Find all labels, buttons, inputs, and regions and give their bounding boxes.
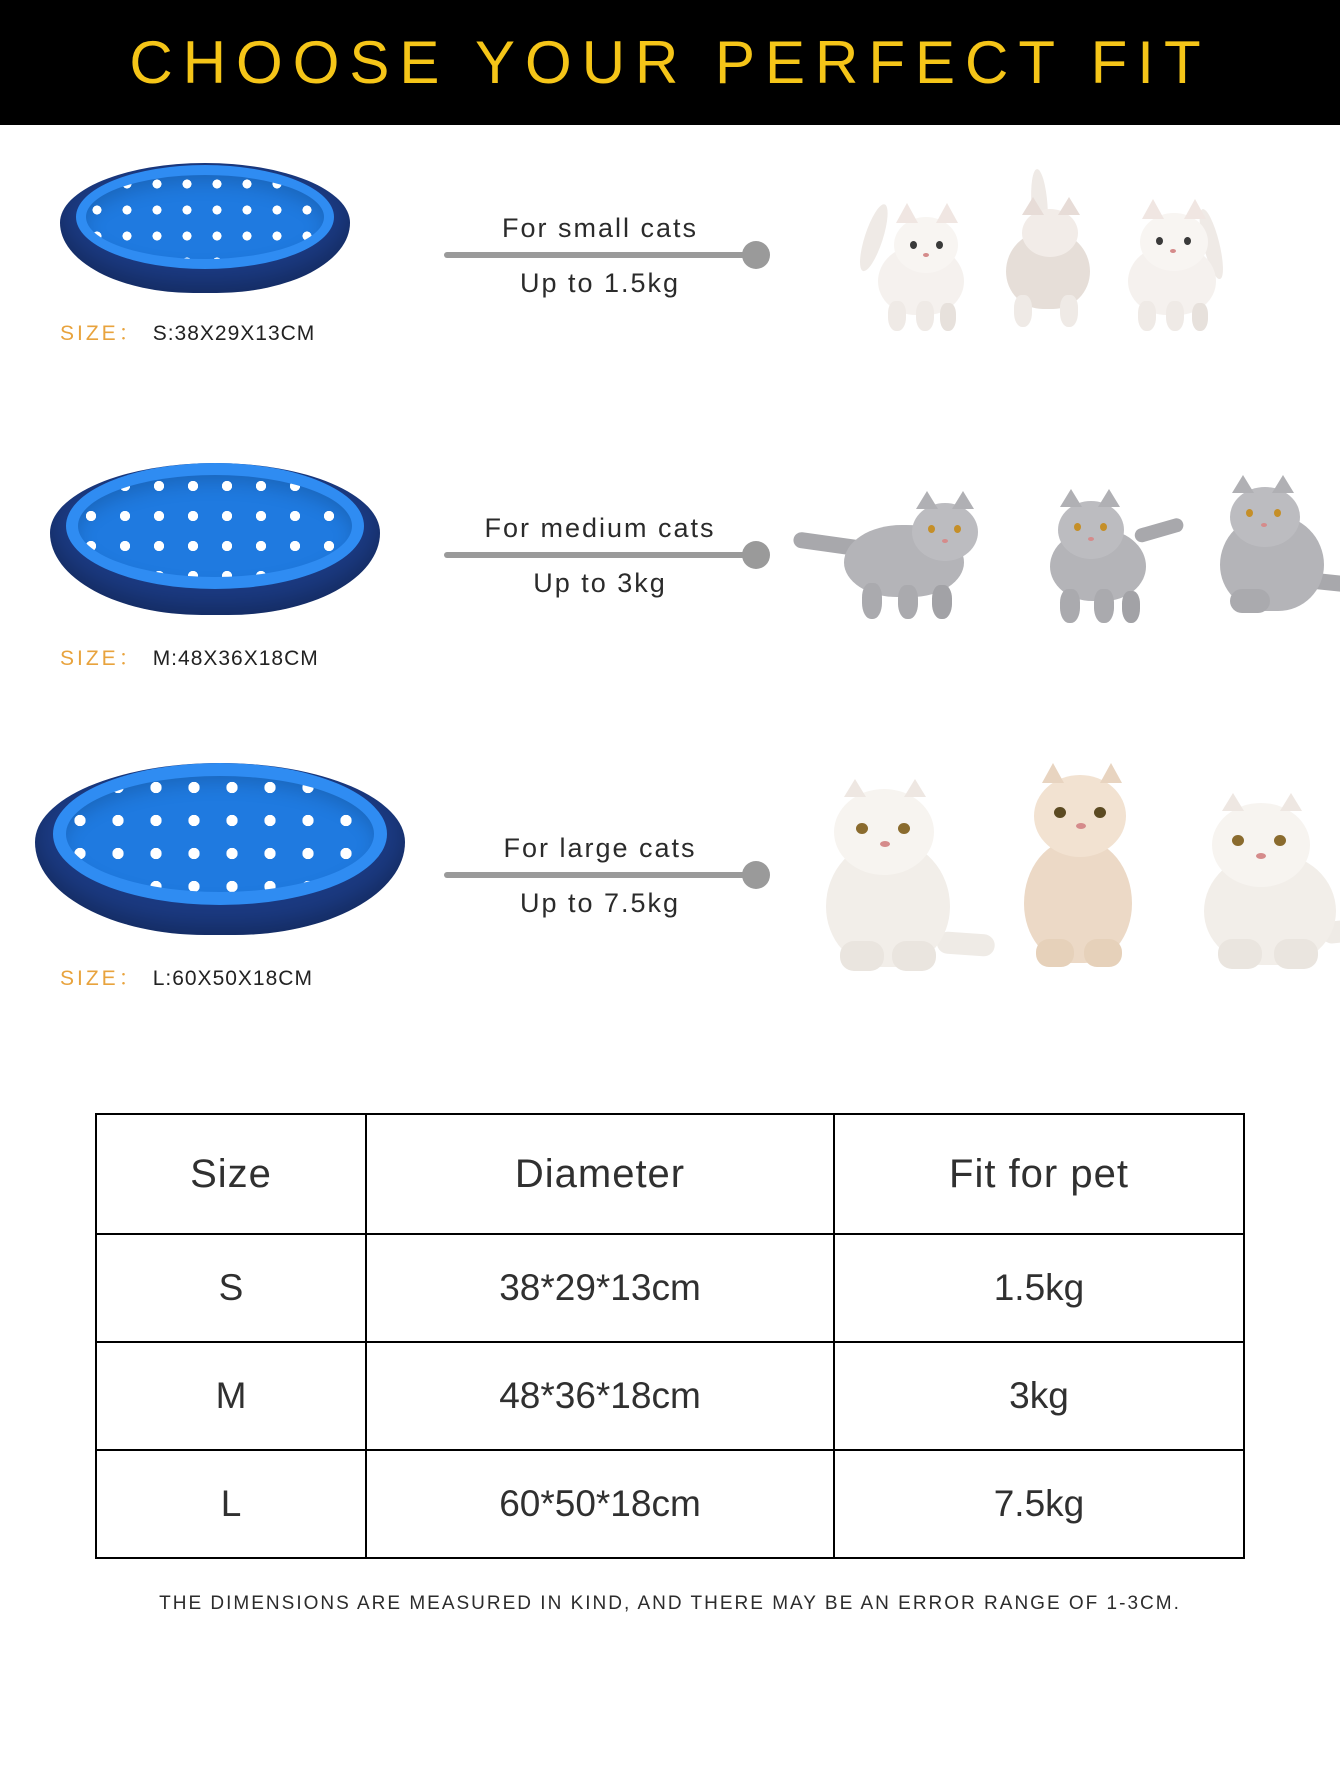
cat-figure <box>1192 463 1340 633</box>
cat-figure <box>800 473 990 633</box>
cat-ear <box>1042 763 1064 783</box>
cat-photo-large <box>800 753 1340 993</box>
size-row-small <box>0 143 1340 443</box>
cat-leg <box>1094 589 1114 623</box>
cat-ear <box>1280 793 1302 811</box>
bed-cell-medium <box>0 443 420 672</box>
table-header-diameter: Diameter <box>366 1114 834 1234</box>
cat-eye <box>856 823 868 834</box>
size-table <box>95 1113 1245 1559</box>
size-table-wrapper <box>95 1113 1245 1559</box>
cat-leg <box>1274 939 1318 969</box>
cat-ear <box>1142 199 1164 219</box>
cat-ear <box>1058 197 1080 215</box>
cat-eye <box>954 525 961 533</box>
cat-eye <box>898 823 910 834</box>
cat-eye <box>1100 523 1107 531</box>
cat-head <box>1034 775 1126 857</box>
cat-ear <box>904 779 926 797</box>
footer-disclaimer: THE DIMENSIONS ARE MEASURED IN KIND, AND THERE MAY BE AN ERROR RANGE OF 1-3CM. <box>159 1593 1181 1614</box>
pet-bed-icon-large <box>35 763 405 948</box>
size-label-small <box>60 317 420 347</box>
cat-eye <box>1246 509 1253 517</box>
size-label-value: S:38X29X13CM <box>152 322 316 345</box>
cat-ear <box>896 203 918 223</box>
fit-line-secondary: Up to 7.5kg <box>519 888 681 918</box>
bed-illustration-small <box>60 163 420 303</box>
cat-eye <box>1274 509 1281 517</box>
cat-eye <box>910 241 917 249</box>
cat-leg <box>892 941 936 971</box>
table-header-row <box>96 1114 1244 1234</box>
cat-nose <box>923 253 929 257</box>
fit-text-cell-small <box>420 143 780 299</box>
cat-head <box>894 217 958 273</box>
connector-knob-icon <box>742 861 770 889</box>
cat-leg <box>1138 301 1156 331</box>
cat-ear <box>1100 763 1122 783</box>
cat-eye <box>1054 807 1066 818</box>
size-label-medium <box>60 642 420 672</box>
cat-leg <box>1230 589 1270 613</box>
table-cell-fit: 3kg <box>834 1342 1244 1450</box>
fit-line-secondary: Up to 3kg <box>533 568 667 598</box>
cat-photo-small <box>860 173 1242 333</box>
fit-line-primary: For small cats <box>501 213 699 243</box>
cat-nose <box>942 539 948 543</box>
cat-head <box>1212 803 1310 887</box>
cat-leg <box>888 301 906 331</box>
cat-nose <box>1256 853 1266 859</box>
cat-head <box>1230 487 1300 547</box>
table-header-size: Size <box>96 1114 366 1234</box>
cat-nose <box>1261 523 1267 527</box>
cat-eye <box>1074 523 1081 531</box>
size-rows <box>0 125 1340 1073</box>
cat-tail <box>1133 517 1185 544</box>
cat-ear <box>952 491 974 509</box>
bed-illustration-medium <box>60 463 420 628</box>
connector-bar <box>444 552 756 558</box>
cat-ear <box>1272 475 1294 493</box>
bed-rim <box>53 763 387 905</box>
table-cell-fit: 1.5kg <box>834 1234 1244 1342</box>
cat-leg <box>1192 303 1208 331</box>
cat-leg <box>1218 939 1262 969</box>
cats-cell-medium <box>780 443 1340 743</box>
table-cell-size: L <box>96 1450 366 1558</box>
cat-ear <box>1060 489 1082 507</box>
size-row-medium <box>0 443 1340 743</box>
bed-cell-small <box>0 143 420 347</box>
cat-leg <box>1014 295 1032 327</box>
connector-bar <box>444 252 756 258</box>
pet-bed-icon-medium <box>50 463 380 628</box>
cat-ear <box>936 203 958 223</box>
size-label-key: SIZE： <box>60 967 143 990</box>
pet-bed-icon-small <box>60 163 350 303</box>
cat-leg <box>1084 939 1122 967</box>
cat-ear <box>1022 197 1044 215</box>
table-row <box>96 1450 1244 1558</box>
table-cell-size: S <box>96 1234 366 1342</box>
cat-leg <box>1122 591 1140 623</box>
cat-leg <box>1060 589 1080 623</box>
table-cell-diameter: 60*50*18cm <box>366 1450 834 1558</box>
cat-leg <box>1036 939 1074 967</box>
connector-bar <box>444 872 756 878</box>
cat-figure <box>1112 183 1242 333</box>
cat-eye <box>1184 237 1191 245</box>
size-label-large <box>60 962 420 992</box>
cat-leg <box>916 301 934 331</box>
table-cell-fit: 7.5kg <box>834 1450 1244 1558</box>
cat-ear <box>1232 475 1254 493</box>
cat-head <box>834 789 934 875</box>
cat-leg <box>840 941 884 971</box>
cat-nose <box>1076 823 1086 829</box>
cat-ear <box>1184 199 1206 219</box>
cat-head <box>1058 501 1124 559</box>
cat-nose <box>880 841 890 847</box>
cat-nose <box>1170 249 1176 253</box>
cat-eye <box>1156 237 1163 245</box>
cat-ear <box>844 779 866 797</box>
size-row-large <box>0 743 1340 1073</box>
cat-head <box>912 503 978 561</box>
cat-tail <box>936 931 995 957</box>
table-cell-diameter: 48*36*18cm <box>366 1342 834 1450</box>
cat-nose <box>1088 537 1094 541</box>
fit-text-cell-large <box>420 743 780 919</box>
header-banner <box>0 0 1340 125</box>
cat-figure <box>986 173 1106 333</box>
cat-leg <box>862 583 882 619</box>
cat-photo-medium <box>800 463 1340 633</box>
cat-eye <box>1094 807 1106 818</box>
fit-line-secondary: Up to 1.5kg <box>519 268 681 298</box>
bed-illustration-large <box>60 763 420 948</box>
page-title: CHOOSE YOUR PERFECT FIT <box>129 29 1211 96</box>
cat-figure <box>860 183 980 333</box>
cats-cell-large <box>780 743 1340 1073</box>
fit-text-cell-medium <box>420 443 780 599</box>
cat-leg <box>932 585 952 619</box>
bed-rim <box>66 463 364 589</box>
cat-leg <box>898 585 918 619</box>
cat-figure <box>1026 473 1176 633</box>
cats-cell-small <box>780 143 1340 443</box>
size-label-value: M:48X36X18CM <box>152 647 319 670</box>
cat-head <box>1022 209 1078 257</box>
cat-leg <box>1166 301 1184 331</box>
connector-knob-icon <box>742 541 770 569</box>
cat-ear <box>1098 489 1120 507</box>
fit-line-primary: For large cats <box>503 833 697 863</box>
cat-leg <box>940 303 956 331</box>
cat-figure <box>800 763 980 993</box>
table-cell-size: M <box>96 1342 366 1450</box>
cat-ear <box>1222 793 1244 811</box>
bed-cell-large <box>0 743 420 992</box>
cat-ear <box>916 491 938 509</box>
cat-eye <box>1232 835 1244 846</box>
fit-line-primary: For medium cats <box>484 513 716 543</box>
size-label-key: SIZE： <box>60 322 143 345</box>
bed-rim <box>76 165 334 269</box>
cat-eye <box>936 241 943 249</box>
table-row <box>96 1342 1244 1450</box>
size-label-value: L:60X50X18CM <box>152 967 313 990</box>
connector-knob-icon <box>742 241 770 269</box>
size-label-key: SIZE： <box>60 647 143 670</box>
cat-figure <box>996 753 1166 993</box>
cat-leg <box>1060 295 1078 327</box>
cat-figure <box>1182 773 1340 993</box>
table-header-fit: Fit for pet <box>834 1114 1244 1234</box>
cat-eye <box>928 525 935 533</box>
cat-head <box>1140 213 1208 271</box>
table-row <box>96 1234 1244 1342</box>
cat-eye <box>1274 835 1286 846</box>
table-cell-diameter: 38*29*13cm <box>366 1234 834 1342</box>
